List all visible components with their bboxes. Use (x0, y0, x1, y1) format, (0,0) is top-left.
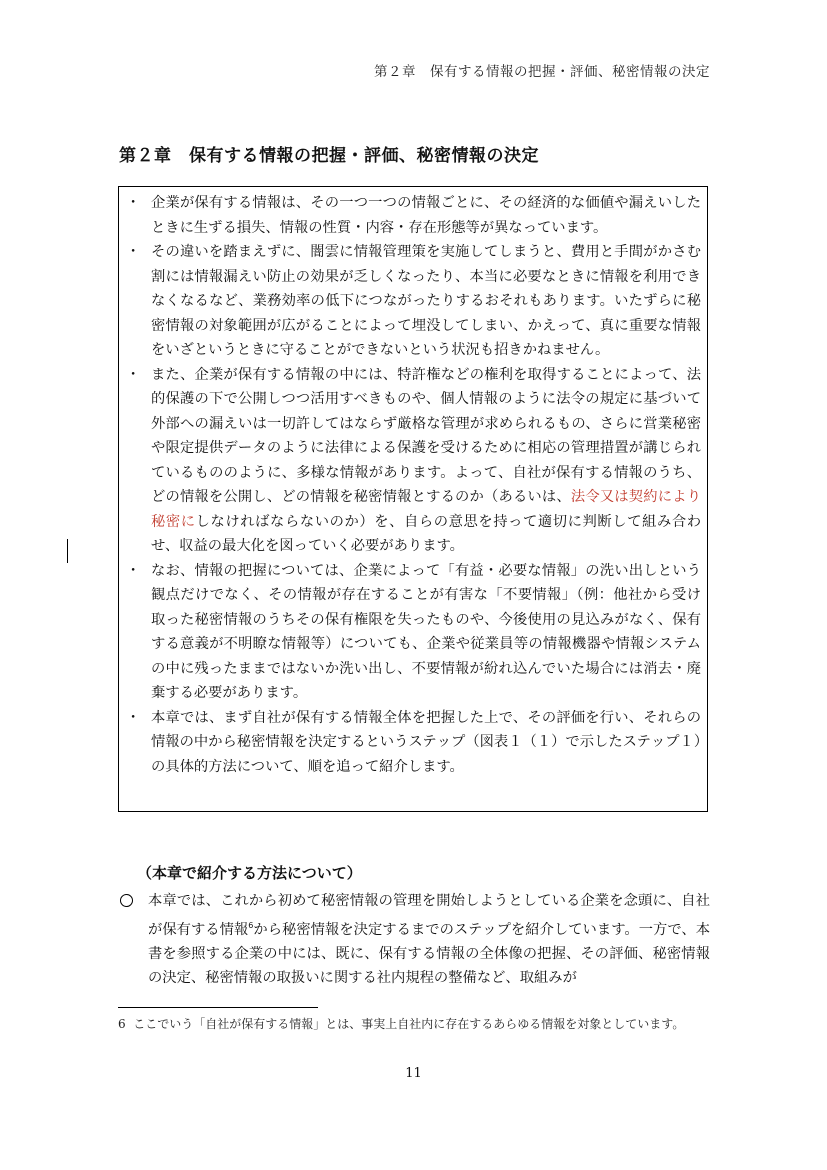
summary-bullet (121, 706, 701, 780)
bullet-text: しなければならないのか）を、自らの意思を持って適切に判断して組み合わせ、収益の最大化を図っていく必要があります。 (151, 513, 702, 554)
footnote-number: 6 (118, 1017, 126, 1031)
bullet-text: また、企業が保有する情報の中には、特許権などの権利を取得することによって、法的保護の下で公開しつつ活用すべきものや、個人情報のように法令の規定に基づいて外部への漏えいは一切許してはならず厳格な管理が求められるもの、さらに営業秘密や限定提供データのように法律による保護を受けるために相応の管理措置が講じられているもののように、多様な情報があります。よって、自社が保有する情報のうち、どの情報を公開し、どの情報を秘密情報とするのか（あるいは、 (151, 366, 701, 505)
revised-text: 法令又は契約により秘密に (151, 489, 701, 530)
running-head: 第２章 保有する情報の把握・評価、秘密情報の決定 (374, 64, 710, 80)
summary-bullet (121, 559, 701, 706)
page-number: 11 (405, 1066, 422, 1081)
bullet-mark: ・ (126, 709, 141, 726)
summary-bullet (121, 191, 701, 240)
bullet-mark: ・ (126, 366, 141, 383)
paragraph-text-part: 本章では、これから初めて秘密情報の管理を開始しようとしている企業を念頭に、自社が保有する情報 (148, 893, 710, 938)
footnote-text: ここでいう「自社が保有する情報」とは、事実上自社内に存在するあらゆる情報を対象としています。 (133, 1017, 685, 1031)
chapter-title: 第２章 保有する情報の把握・評価、秘密情報の決定 (119, 146, 539, 166)
section-paragraph (118, 889, 710, 991)
chapter-summary-box (118, 186, 708, 812)
bullet-text: なお、情報の把握については、企業によって「有益・必要な情報」の洗い出しという観点だけでなく、その情報が存在することが有害な「不要情報」（例：他社から受け取った秘密情報のうちその保有権限を失ったものや、今後使用の見込みがなく、保有する意義が不明瞭な情報等）についても、企業や従業員等の情報機器や情報システムの中に残ったままではないか洗い出し、不要情報が紛れ込んでいた場合には消去・廃棄する必要があります。 (151, 562, 701, 701)
bullet-mark: ・ (126, 562, 141, 579)
bullet-text: その違いを踏まえずに、闇雲に情報管理策を実施してしまうと、費用と手間がかさむ割には情報漏えい防止の効果が乏しくなったり、本当に必要なときに情報を利用できなくなるなど、業務効率の低下につながったりするおそれもあります。いたずらに秘密情報の対象範囲が広がることによって埋没してしまい、かえって、真に重要な情報をいざというときに守ることができないという状況も招きかねません。 (151, 244, 701, 358)
footnote (118, 1016, 708, 1033)
paragraph-text (118, 889, 710, 991)
bullet-text: 本章では、まず自社が保有する情報全体を把握した上で、その評価を行い、それらの情報の中から秘密情報を決定するというステップ（図表１（１）で示したステップ１）の具体的方法について、順を追って紹介します。 (151, 709, 701, 775)
circle-bullet-icon (120, 894, 133, 907)
summary-bullet (121, 363, 701, 559)
paragraph-text-part: から秘密情報を決定するまでのステップを紹介しています。一方で、本書を参照する企業の中には、既に、保有する情報の全体像の把握、その評価、秘密情報の決定、秘密情報の取扱いに関する社内規程の整備など、取組みが (148, 921, 710, 987)
bullet-mark: ・ (126, 244, 141, 260)
bullet-text: 企業が保有する情報は、その一つ一つの情報ごとに、その経済的な価値や漏えいしたときに生ずる損失、情報の性質・内容・存在形態等が異なっています。 (151, 195, 701, 236)
summary-bullet (121, 240, 701, 363)
footnote-ref[interactable]: 6 (248, 920, 254, 930)
section-heading: （本章で紹介する方法について） (137, 864, 362, 882)
footnote-rule (118, 1007, 318, 1008)
bullet-mark: ・ (126, 195, 141, 211)
revision-bar (67, 539, 68, 563)
